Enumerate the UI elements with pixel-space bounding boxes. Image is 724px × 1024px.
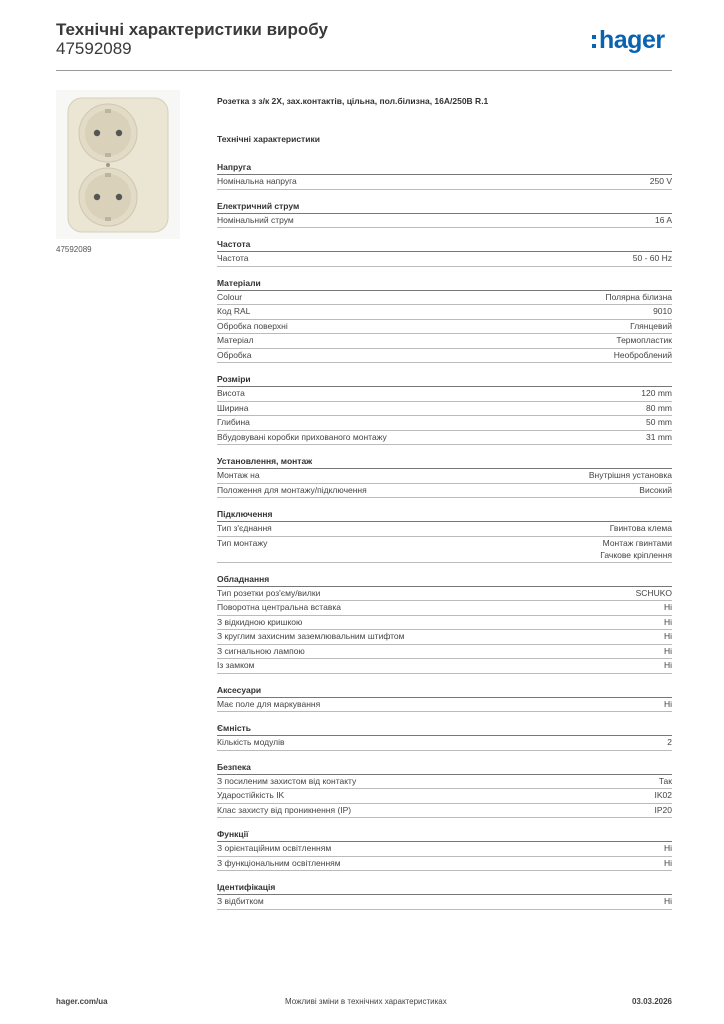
spec-value <box>646 416 672 430</box>
spec-section <box>217 573 672 674</box>
spec-value <box>664 630 672 644</box>
spec-label: Код RAL <box>217 306 251 316</box>
spec-value <box>664 645 672 659</box>
spec-section <box>217 761 672 819</box>
spec-value <box>646 431 672 445</box>
spec-value-line: 31 mm <box>646 431 672 442</box>
product-image <box>56 90 180 239</box>
spec-value <box>655 804 673 818</box>
spec-row <box>217 645 672 660</box>
spec-row <box>217 630 672 645</box>
spec-value-line: Монтаж гвинтами <box>602 537 672 548</box>
spec-row <box>217 842 672 857</box>
spec-value-line: Ні <box>663 843 672 853</box>
logo-wordmark: hager <box>599 26 665 54</box>
spec-row <box>217 775 672 790</box>
spec-section <box>217 238 672 267</box>
spec-label: Обробка <box>217 349 252 360</box>
spec-value <box>614 349 672 363</box>
spec-label: З посиленим захистом від контакту <box>217 775 357 786</box>
spec-label: З функціональним освітленням <box>217 857 341 868</box>
spec-value <box>636 587 672 601</box>
page-title: Технічні характеристики виробу <box>56 20 328 39</box>
spec-row <box>217 349 672 364</box>
section-title: Установлення, монтаж <box>217 455 672 469</box>
spec-value-line: Полярна білизна <box>605 291 672 302</box>
header-divider <box>56 70 672 71</box>
spec-label: Номінальний струм <box>217 214 294 225</box>
spec-value <box>650 175 672 189</box>
spec-value <box>655 789 673 803</box>
spec-section <box>217 722 672 751</box>
spec-section <box>217 161 672 190</box>
spec-label: Поворотна центральна вставка <box>217 602 341 612</box>
spec-label: Має поле для маркування <box>217 698 321 709</box>
spec-label: З відкидною кришкою <box>217 616 303 627</box>
spec-section <box>217 828 672 871</box>
spec-label: Положення для монтажу/підключення <box>217 484 367 495</box>
spec-value-line: Глянцевий <box>630 320 672 331</box>
spec-value <box>616 334 672 348</box>
spec-value-line: Так <box>658 775 672 786</box>
spec-value <box>639 484 672 498</box>
spec-label: Монтаж на <box>217 470 260 480</box>
spec-value <box>664 895 672 909</box>
spec-value <box>653 305 672 319</box>
spec-value-line: Ні <box>663 857 672 868</box>
spec-value-line: IK02 <box>654 790 672 800</box>
spec-row <box>217 484 672 499</box>
section-title: Підключення <box>217 508 672 522</box>
spec-value <box>605 291 672 305</box>
spec-value-line: Термопластик <box>616 335 672 345</box>
section-title: Напруга <box>217 161 672 175</box>
spec-row <box>217 736 672 751</box>
spec-value <box>655 214 672 228</box>
spec-value-line: 2 <box>667 737 672 747</box>
spec-value-line: Ні <box>663 896 672 906</box>
spec-value-line: Внутрішня установка <box>588 470 672 480</box>
spec-row <box>217 252 672 267</box>
double-socket-icon <box>56 90 180 239</box>
spec-row <box>217 659 672 674</box>
spec-value-line: Ні <box>663 645 672 656</box>
spec-section <box>217 455 672 498</box>
spec-label: З відбитком <box>217 896 264 906</box>
spec-label: Кількість модулів <box>217 737 285 747</box>
spec-label: З орієнтаційним освітленням <box>217 843 332 853</box>
spec-value-line: SCHUKO <box>635 587 672 598</box>
section-title: Обладнання <box>217 573 672 587</box>
section-title: Безпека <box>217 761 672 775</box>
spec-label: Colour <box>217 291 243 302</box>
spec-row <box>217 469 672 484</box>
spec-label: Тип з'єднання <box>217 523 272 533</box>
product-code-label: 47592089 <box>56 245 92 254</box>
spec-value-line: Ні <box>663 616 672 627</box>
footer-disclaimer: Можливі зміни в технічних характеристиках <box>285 997 447 1006</box>
specs-heading: Технічні характеристики <box>217 134 320 144</box>
spec-section <box>217 200 672 229</box>
footer-website[interactable]: hager.com/ua <box>56 997 108 1006</box>
spec-row <box>217 320 672 335</box>
spec-value-line: Ні <box>663 660 672 670</box>
product-number: 47592089 <box>56 39 132 58</box>
spec-row <box>217 431 672 446</box>
spec-label: Із замком <box>217 660 255 670</box>
spec-label: Обробка поверхні <box>217 320 288 331</box>
spec-value <box>664 698 672 712</box>
spec-value <box>610 522 672 536</box>
spec-row <box>217 857 672 872</box>
section-title: Ємність <box>217 722 672 736</box>
spec-value <box>667 736 672 750</box>
spec-value <box>630 320 672 334</box>
section-title: Частота <box>217 238 672 252</box>
spec-value-line: 9010 <box>653 306 672 316</box>
spec-row <box>217 305 672 320</box>
spec-label: Клас захисту від проникнення (IP) <box>217 804 352 815</box>
spec-value <box>600 537 672 562</box>
section-title: Функції <box>217 828 672 842</box>
spec-table <box>217 96 672 920</box>
spec-row <box>217 616 672 631</box>
section-title: Аксесуари <box>217 684 672 698</box>
spec-label: Тип монтажу <box>217 537 268 548</box>
spec-value-line: 50 mm <box>646 417 672 427</box>
spec-value-line: IP20 <box>654 804 672 815</box>
spec-value <box>664 616 672 630</box>
spec-section <box>217 373 672 445</box>
section-title: Ідентифікація <box>217 881 672 895</box>
spec-value <box>641 387 672 401</box>
spec-row <box>217 587 672 602</box>
spec-label: Ширина <box>217 402 249 413</box>
spec-value-line: 120 mm <box>641 388 672 398</box>
spec-label: Тип розетки роз'єму/вилки <box>217 587 321 598</box>
spec-row <box>217 537 672 563</box>
spec-value <box>664 659 672 673</box>
spec-value <box>659 775 672 789</box>
spec-row <box>217 895 672 910</box>
spec-row <box>217 402 672 417</box>
spec-label: Вбудовувані коробки прихованого монтажу <box>217 431 387 442</box>
spec-value-line: Високий <box>639 484 672 495</box>
spec-row <box>217 214 672 229</box>
spec-row <box>217 291 672 306</box>
spec-value-line: Ні <box>663 631 672 641</box>
spec-sections <box>217 161 672 910</box>
spec-value <box>633 252 672 266</box>
spec-value <box>664 857 672 871</box>
spec-value <box>664 842 672 856</box>
section-title: Розміри <box>217 373 672 387</box>
hager-logo <box>592 26 674 56</box>
spec-row <box>217 789 672 804</box>
spec-value-line: Ні <box>663 602 672 612</box>
spec-label: Матеріал <box>217 335 254 345</box>
spec-section <box>217 684 672 713</box>
spec-row <box>217 387 672 402</box>
spec-section <box>217 277 672 364</box>
footer-date: 03.03.2026 <box>631 997 672 1006</box>
logo-dots-icon <box>592 35 596 53</box>
section-title: Матеріали <box>217 277 672 291</box>
spec-value-line: 80 mm <box>646 402 672 413</box>
spec-value <box>646 402 672 416</box>
spec-label: З круглим захисним заземлювальним штифтом <box>217 631 405 641</box>
spec-value-line: 16 A <box>654 214 672 225</box>
spec-section <box>217 881 672 910</box>
spec-row <box>217 416 672 431</box>
section-title: Електричний струм <box>217 200 672 214</box>
spec-value-line: Необроблений <box>613 349 672 360</box>
spec-label: З сигнальною лампою <box>217 645 305 656</box>
spec-label: Висота <box>217 388 245 398</box>
spec-value <box>664 601 672 615</box>
spec-value-line: Гвинтова клема <box>609 523 672 533</box>
spec-value-line: 250 V <box>649 176 672 186</box>
spec-row <box>217 522 672 537</box>
product-description: Розетка з з/к 2X, зах.контактів, цільна, пол.білизна, 16A/250В R.1 <box>217 96 489 106</box>
spec-value-line: 50 - 60 Hz <box>632 253 672 263</box>
spec-value <box>589 469 672 483</box>
spec-section <box>217 508 672 563</box>
spec-label: Ударостійкість IK <box>217 790 285 800</box>
spec-row <box>217 334 672 349</box>
spec-label: Частота <box>217 253 249 263</box>
spec-label: Номінальна напруга <box>217 176 297 186</box>
spec-value-line: Ні <box>663 698 672 709</box>
spec-row <box>217 175 672 190</box>
spec-label: Глибина <box>217 417 250 427</box>
spec-value-line: Гачкове кріплення <box>600 550 672 560</box>
spec-row <box>217 601 672 616</box>
spec-row <box>217 804 672 819</box>
spec-row <box>217 698 672 713</box>
